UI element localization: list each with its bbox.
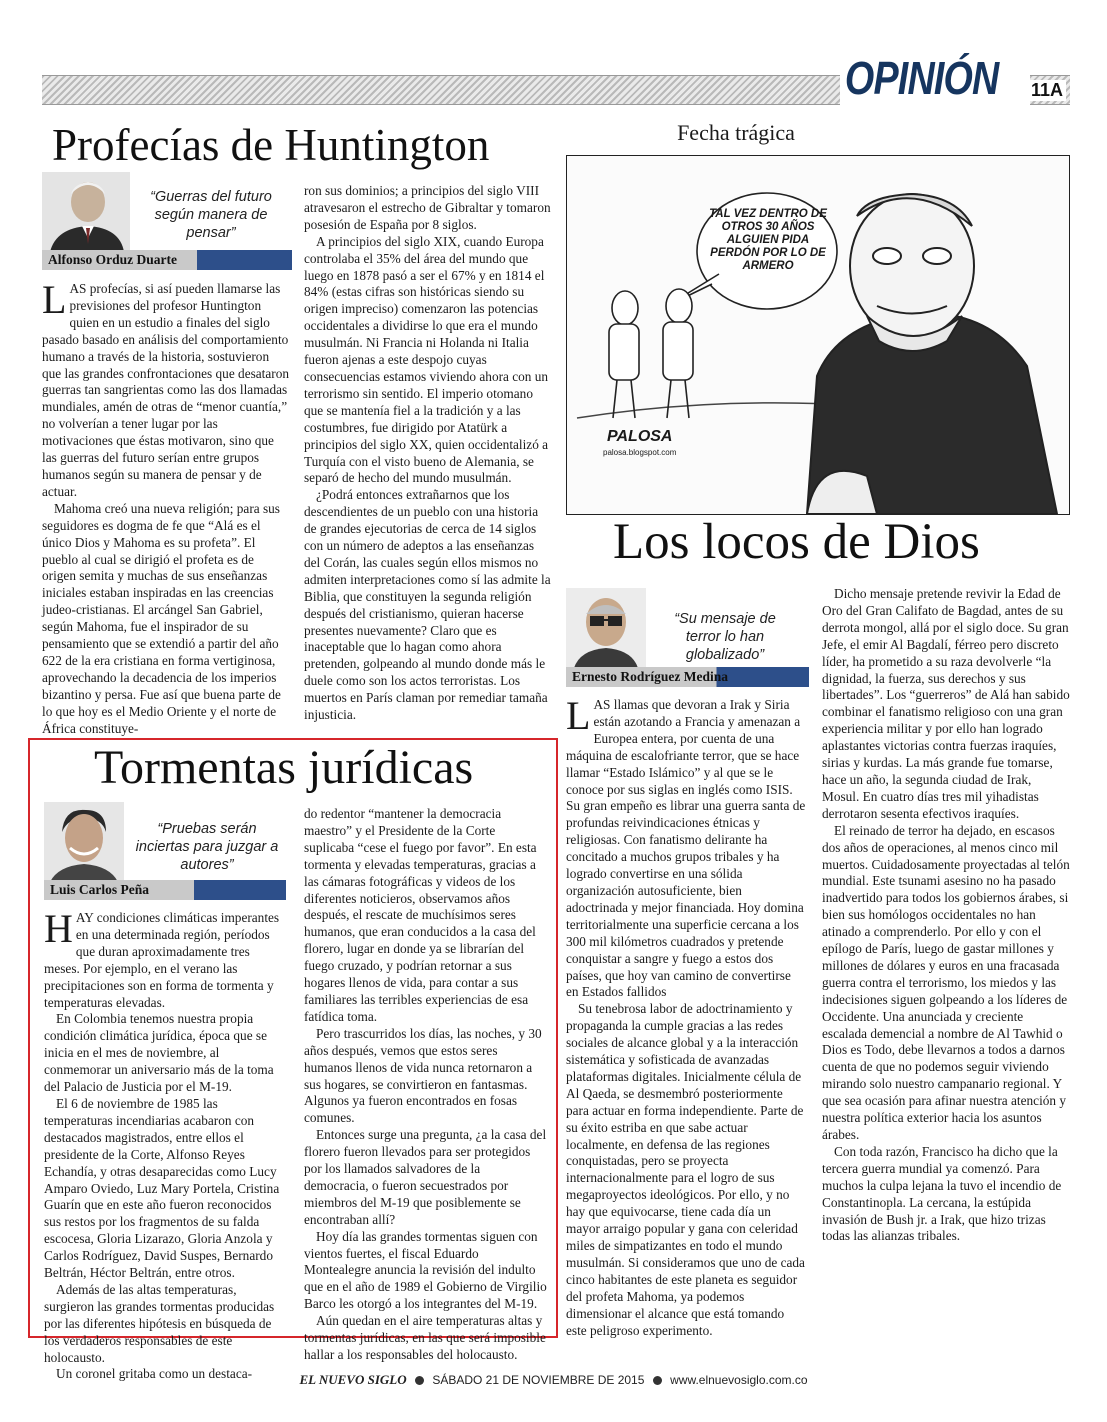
footer-brand: EL NUEVO SIGLO bbox=[299, 1372, 407, 1387]
article2-author-name: Ernesto Rodríguez Medina bbox=[566, 667, 809, 687]
article2-paragraph: El reinado de terror ha dejado, en escasos dos años de operaciones, al menos cinco mil muertos. Cuidadosamente proyectadas al telón mundial. Este tsunami asesino no ha pasado inadvertido para todos los gobiernos árabes, si bien sus homólogos occidentales no han atinado a comprenderlo. Por ello y con el epílogo de París, luego de gastar millones y millones de dólares y euros en una fracasada guerra contra el terrorismo, los miedos y las indecisiones siguen golpeando a los líderes de Occidente. Una anunciada y creciente escalada demencial a nombre de Al Tawhid o Dios es Todo, debe llevarnos a todos a darnos cuenta de que no podemos seguir viviendo mirando solo nuestro campanario regional. Y que sea ocasión para afinar nuestra atención y nuestra política exterior hacia los asuntos árabes. bbox=[822, 822, 1070, 1142]
article2-column-1 bbox=[566, 693, 806, 1339]
article2-pull-quote: “Su mensaje de terror lo han globalizado” bbox=[674, 611, 776, 663]
article1-paragraph: A principios del siglo XIX, cuando Europa controlaba el 35% del área del mundo que luego en 1878 pasó a ser el 67% y en 1814 el 84% (estas cifras son históricas siendo su origen impreciso) comenzaron las potencias occidentales a dividirse lo que era el mundo musulmán. Ni Francia ni Holanda ni Italia fueron ajenas a este despojo cuyas consecuencias estamos viviendo ahora con un terrorismo sin sentido. El imperio otomano que se mantenía fiel a la tradición y a las costumbres, fue dirigido por Atatürk a principios del siglo XX, quien occidentalizó a Turquía con el visto bueno de Alemania, se separó de hecho del mundo musulmán. bbox=[304, 233, 549, 486]
bullet-dot-icon bbox=[415, 1376, 424, 1385]
editorial-cartoon bbox=[566, 155, 1070, 515]
article3-paragraph: En Colombia tenemos nuestra propia condición climática jurídica, época que se inicia en el mes de noviembre, al conmemorar un aniversario más de la toma del Palacio de Justicia por el M-19. bbox=[44, 1011, 274, 1095]
article1-dropcap: L bbox=[42, 277, 67, 322]
author-portrait-icon bbox=[42, 172, 130, 252]
article1-headline: Profecías de Huntington bbox=[52, 120, 490, 170]
article2-paragraph bbox=[566, 693, 806, 1001]
footer-url[interactable]: www.elnuevosiglo.com.co bbox=[670, 1373, 808, 1387]
cartoon-speech-bubble: TAL VEZ DENTRO DE OTROS 30 AÑOS ALGUIEN PIDA PERDÓN POR LO DE ARMERO bbox=[709, 208, 827, 272]
article1-paragraph bbox=[42, 277, 290, 501]
article1-paragraph: ¿Podrá entonces extrañarnos que los descendientes de un pueblo con una historia de grandes ejecutorias de cerca de 14 siglos con un número de adeptos a las enseñanzas del Corán, las cuales según ellos mismos no admiten interpretaciones como sí las admite la Biblia, que constituyen la segunda religión después del cristianismo, quieran hacerse presentes nuevamente? Claro que es inaceptable que lo hagan como ahora pretenden, golpeando al mundo donde más le duele como son los actos terroristas. Los muertos en París claman por remediar tamaña injusticia. bbox=[304, 487, 551, 723]
article3-paragraph: do redentor “mantener la democracia maestro” y el Presidente de la Corte suplicaba “cese el fuego por favor”. En esta tormenta y elevadas temperaturas, gracias a las cámaras fotográficas y videos de los diferentes noticieros, observamos años después, el rescate de muchísimos seres humanos, que eran conducidos a la casa del florero, lugar en donde ya se librarían del fuego cruzado, y podrían retornar a sus hogares llenos de vida, para contar a sus familiares las terribles experiencias de esa fatídica toma. bbox=[304, 806, 537, 1024]
article3-paragraph: Aún quedan en el aire temperaturas altas y tormentas jurídicas, en las que será imposible hallar a los responsables del holocausto. bbox=[304, 1313, 546, 1362]
cartoon-signature: PALOSA bbox=[607, 428, 673, 445]
cartoon-site: palosa.blogspot.com bbox=[603, 448, 677, 457]
article2-dropcap: L bbox=[566, 693, 591, 738]
article3-paragraph bbox=[44, 906, 288, 1011]
article2-paragraph: Dicho mensaje pretende revivir la Edad de Oro del Gran Califato de Bagdad, antes de su derrota mongol, allá por el siglo doce. Su gran Jefe, el emir Al Bagdalí, férreo pero discreto líder, ha prometido a su raza devolverle “la dignidad, la fuerza, sus derechos y sus libertades”. Los “guerreros” de Alá han sabido combinar el fanatismo religioso con una gran experiencia militar y por ello han logrado aplastantes victorias contra fuerzas iraquíes, sirias y kurdas. La más grande fue tomarse, hace un año, la segunda ciudad de Irak, Mosul. En cuatro días tres mil yihadistas derrotaron sesenta efectivos iraquíes. bbox=[822, 586, 1070, 821]
article3-paragraph: Un coronel gritaba como un destaca- bbox=[56, 1366, 253, 1382]
article2-paragraph: Con toda razón, Francisco ha dicho que la tercera guerra mundial ya comenzó. Para muchos la culpa lejana la tuvo el incendio de Constantinopla. La cercana, la estúpida invasión de Bush jr. a Irak, que hizo trizas todas las alianzas tribales. bbox=[822, 1143, 1062, 1244]
article2-paragraph-text: AS llamas que devoran a Irak y Siria están azotando a Francia y amenazan a Europea entera, por cuenta de una máquina de escalofriante terror, que se hace llamar “Estado Islámico” y al que se le conoce por sus siglas en inglés como ISIS. Su gran empeño es librar una guerra santa de profundas reivindicaciones étnicas y religiosas. Con fanatismo delirante ha concitado a muchos grupos tribales y ha logrado convertirse en una sólida organización autosuficiente, bien adoctrinada y mejor financiada. Hoy domina territorialmente una superficie cercana a los 300 mil kilómetros cuadrados y pretende conquistar a sangre y fuego a estos dos países, que hoy van camino de convertirse en Estados fallidos bbox=[566, 697, 806, 1000]
article3-author-photo bbox=[44, 802, 124, 882]
article1-paragraph-text: AS profecías, si así pueden llamarse las previsiones del profesor Huntington quien en un estudio a finales del siglo pasado basado en análisis del comportamiento humano a través de la historia, sostuvieron que las grandes confrontaciones que desataron guerras tan sangrientas como las dos llamadas mundiales, amén de otras de “menor cuantía,” no volverían a tener lugar por las motivaciones que éstas motivaron, sino que las guerras del futuro serían entre grupos humanos según su manera de pensar y de actuar. bbox=[42, 281, 290, 499]
article1-author-photo bbox=[42, 172, 130, 252]
article3-column-1 bbox=[44, 906, 288, 1383]
article3-dropcap: H bbox=[44, 906, 73, 951]
article2-headline: Los locos de Dios bbox=[613, 514, 980, 570]
article3-paragraph: Pero trascurridos los días, las noches, y 30 años después, vemos que estos seres humanos llenos de vida nunca retornaron a sus hogares, se convirtieron en fantasmas. Algunos ya fueron encontrados en fosas comunes. bbox=[304, 1025, 542, 1126]
section-title: OPINIÓN bbox=[844, 52, 999, 104]
article1-column-1 bbox=[42, 277, 290, 737]
footer-date: SÁBADO 21 DE NOVIEMBRE DE 2015 bbox=[432, 1373, 645, 1387]
article1-paragraph: Mahoma creó una nueva religión; para sus seguidores es dogma de fe que “Alá es el único Dios y Mahoma es su profeta”. El pueblo al cual se dirigió el profeta es de origen semita y muchas de sus enseñanzas iniciales estaban inspiradas en las creencias judeo-cristianas. El arcángel San Gabriel, según Mahoma, fue el inspirador de su pensamiento que se extendió a partir del año 622 de la era cristiana en forma vertiginosa, aprovechando la decadencia de los imperios bizantino y persa. Fue así que buena parte de lo que hoy es el Medio Oriente y el norte de África constituye- bbox=[42, 500, 281, 736]
bullet-dot-icon bbox=[653, 1376, 662, 1385]
article3-paragraph: Además de las altas temperaturas, surgieron las grandes tormentas producidas por las diferentes hipótesis en búsqueda de los verdaderos responsables de este holocausto. bbox=[44, 1281, 275, 1365]
header-hatch-strip bbox=[42, 75, 840, 105]
page-number: 11A bbox=[1028, 80, 1066, 101]
article3-paragraph: Hoy día las grandes tormentas siguen con vientos fuertes, el fiscal Eduardo Montealegre anuncia la revisión del indulto que en el año de 1989 el Gobierno de Virgilio Barco les otorgó a los integrantes del M-19. bbox=[304, 1228, 547, 1312]
article3-paragraph-text: AY condiciones climáticas imperantes en una determinada región, períodos que duran aproximadamente tres meses. Por ejemplo, en el verano las precipitaciones son en forma de tormenta y temperaturas elevadas. bbox=[44, 910, 280, 1010]
article1-author-name: Alfonso Orduz Duarte bbox=[42, 250, 292, 270]
article3-column-2 bbox=[304, 806, 548, 1364]
article3-paragraph: Entonces surge una pregunta, ¿a la casa del florero fueron llevados para ser protegidos por los llamados salvadores de la democracia, o fueron secuestrados por miembros del M-19 que posiblemente se encontraban allí? bbox=[304, 1127, 547, 1227]
article2-paragraph: Su tenebrosa labor de adoctrinamiento y propaganda la cumple gracias a las redes sociales de alcance global y a la interacción sistemática y sofisticada de avanzadas plataformas digitales. Inicialmente célula de Al Qaeda, se desmembró posteriormente para actuar en forma independiente. Parte de su éxito estriba en que sabe actuar localmente, en defensa de las regiones conquistadas, pero se proyecta internacionalmente para el logro de sus megaproyectos ideológicos. Por ello, y no hay que equivocarse, tiene cada día un mayor arraigo popular y gana con celeridad miles de simpatizantes en todo el mundo musulmán. Si consideramos que uno de cada cinco habitantes de este planeta es seguidor del profeta Mahoma, ya podemos dimensionar el alcance que está tomando este peligroso experimento. bbox=[566, 1001, 805, 1338]
article1-column-2 bbox=[304, 183, 552, 724]
article3-paragraph: El 6 de noviembre de 1985 las temperaturas incendiarias acabaron con destacados magistrados, entre ellos el presidente de la Corte, Alfonso Reyes Echandía, y otras desaparecidas como Lucy Amparo Oviedo, Luz Mary Portela, Cristina Guarín que en este año fueron reconocidos sus restos por los fragmentos de su falda escocesa, Gloria Lizarazo, Gloria Anzola y Carlos Rodríguez, David Suspes, Bernardo Beltrán, Héctor Beltrán, entre otros. bbox=[44, 1095, 280, 1281]
page-footer bbox=[0, 1372, 1107, 1388]
article1-pull-quote: “Guerras del futuro según manera de pensar” bbox=[150, 189, 272, 241]
cartoon-title: Fecha trágica bbox=[677, 120, 795, 145]
article3-author-name: Luis Carlos Peña bbox=[44, 880, 286, 900]
article1-paragraph: ron sus dominios; a principios del siglo VIII atravesaron el estrecho de Gibraltar y tomaron posesión de España por 8 siglos. bbox=[304, 183, 551, 232]
article3-pull-quote: “Pruebas serán inciertas para juzgar a autores” bbox=[135, 821, 279, 873]
article3-headline: Tormentas jurídicas bbox=[94, 741, 474, 794]
article2-column-2 bbox=[822, 586, 1070, 1245]
article2-author-photo bbox=[566, 588, 646, 668]
author-portrait-icon bbox=[44, 802, 124, 882]
author-portrait-icon bbox=[566, 588, 646, 668]
